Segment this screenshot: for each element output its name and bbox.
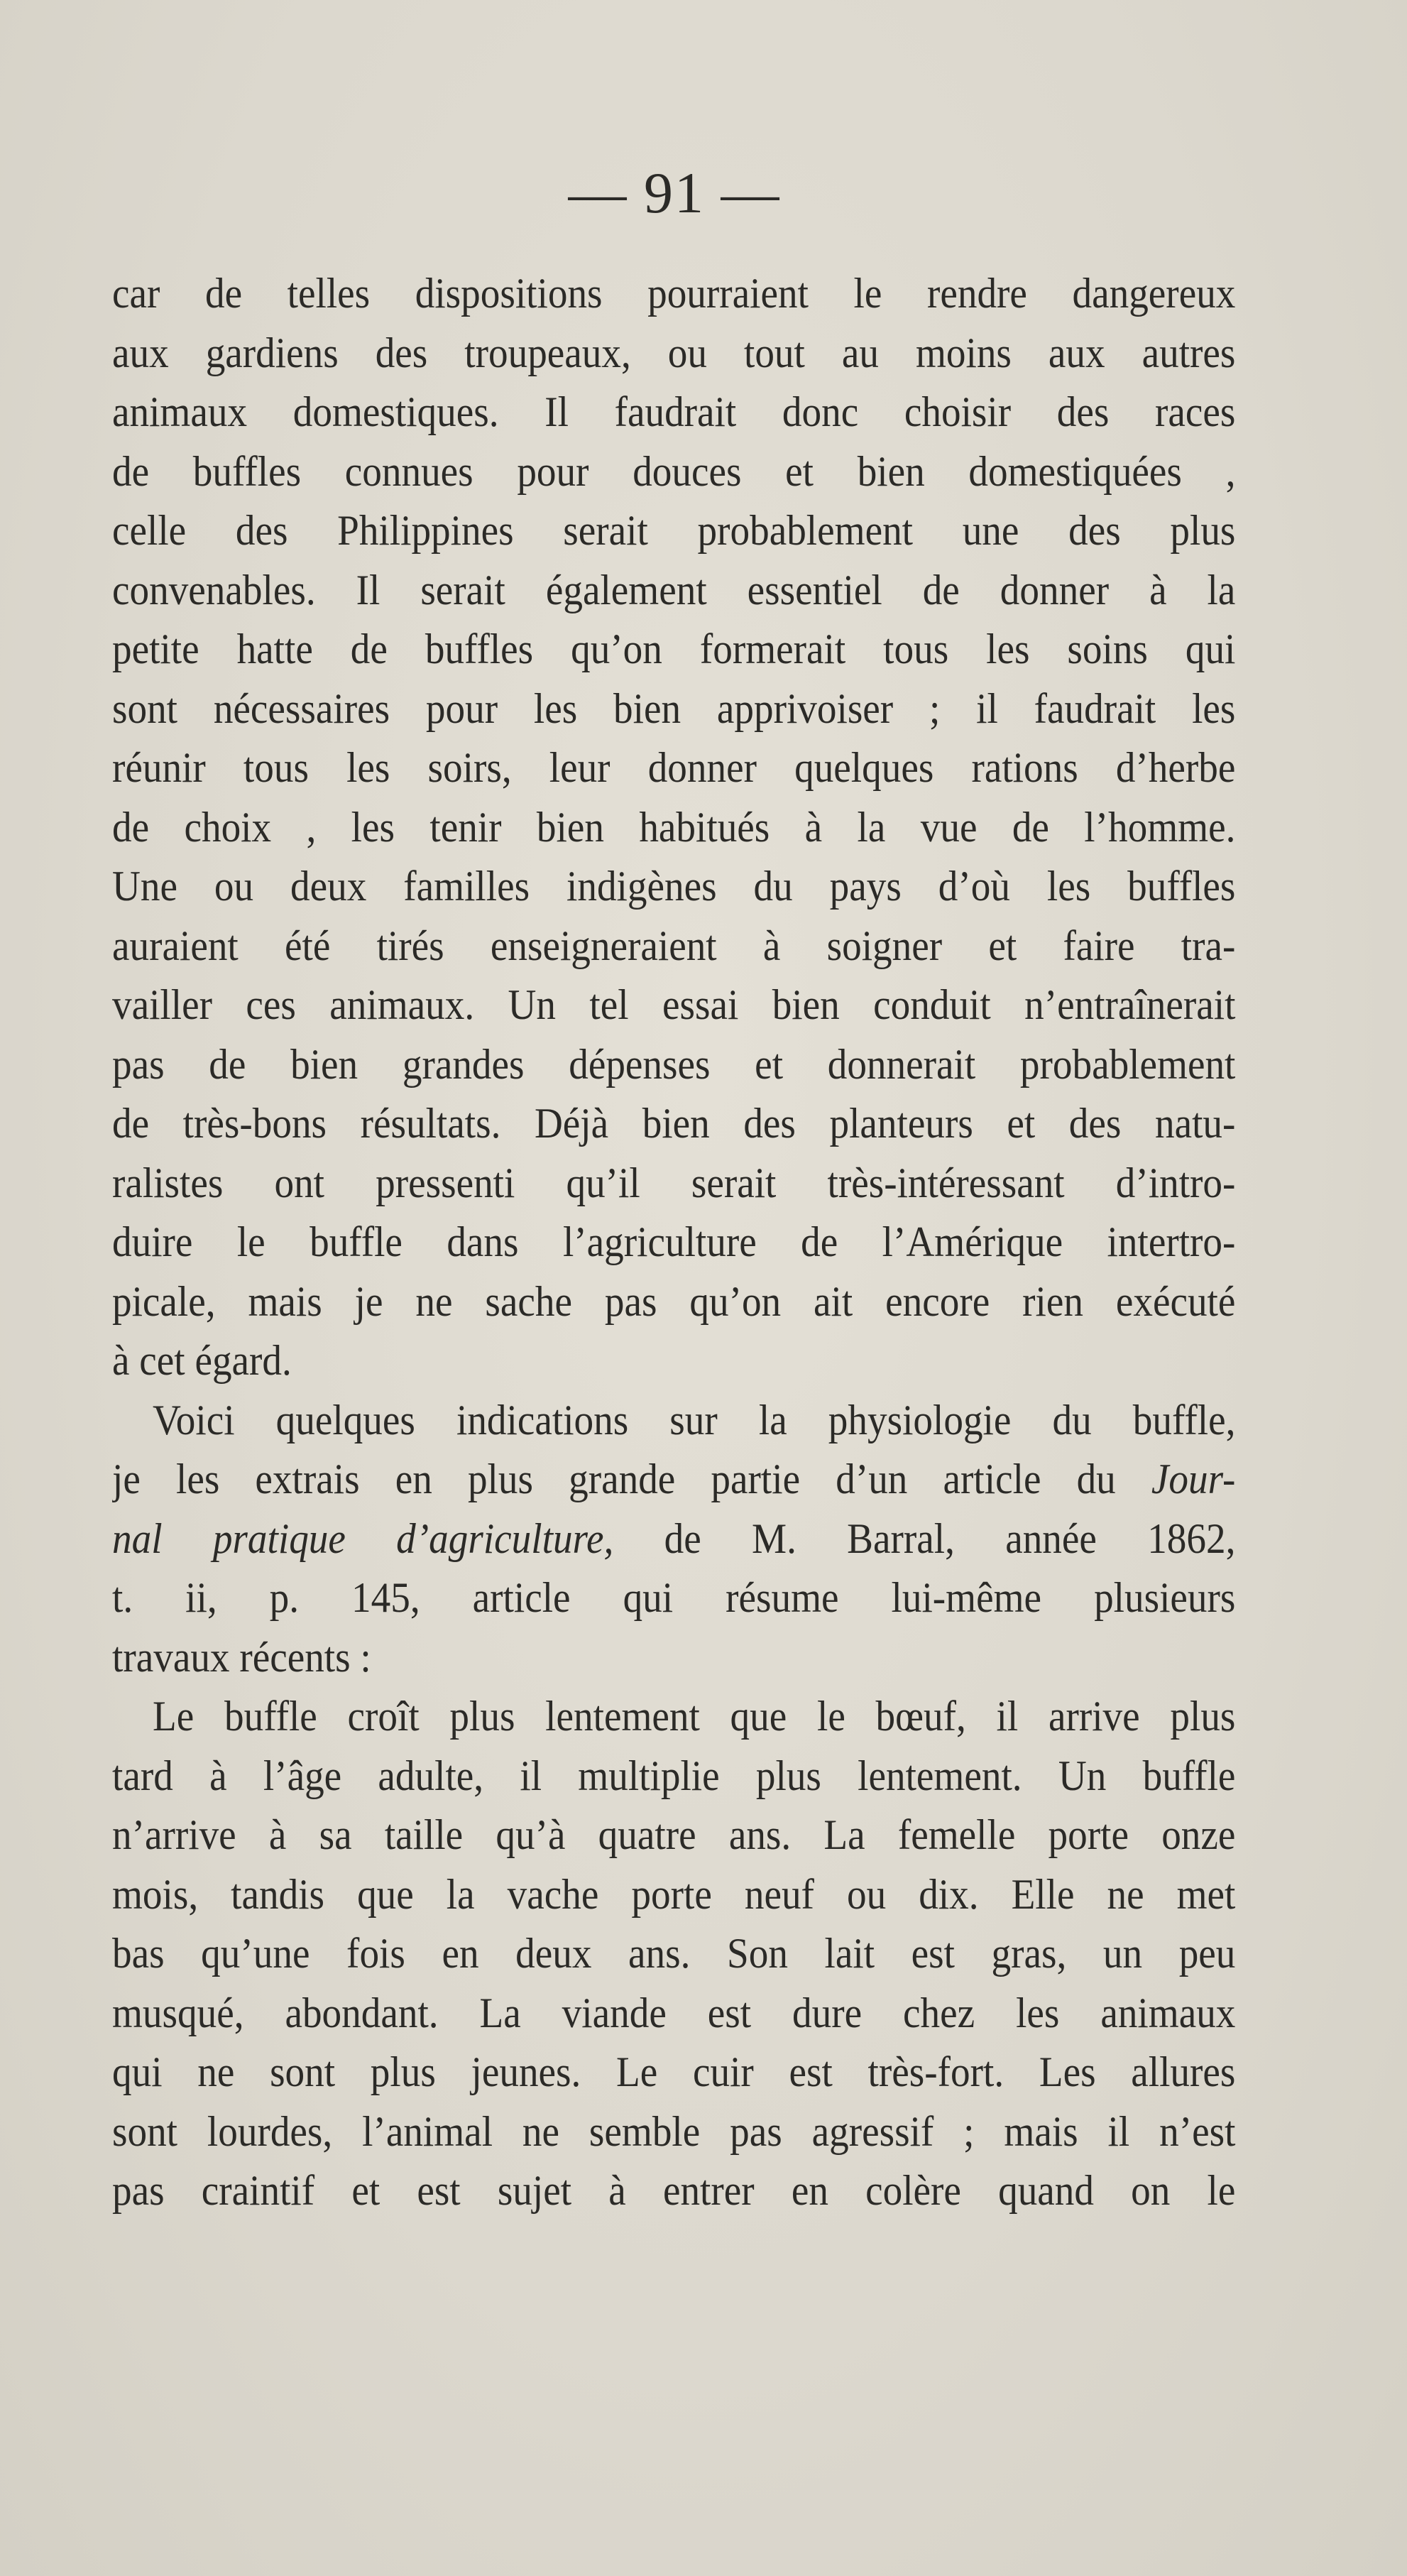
paragraph-2: [112, 1391, 1235, 1688]
text-line: ralistes ont pressenti qu’il serait très-intéressant d’intro-: [112, 1159, 1236, 1206]
text-line: petite hatte de buffles qu’on formerait tous les soins qui: [112, 626, 1236, 672]
text-line: [112, 1510, 1235, 1569]
text-segment: je les extrais en plus grande partie d’un article du: [112, 1456, 1151, 1502]
text-line: celle des Philippines serait probablement une des plus: [112, 507, 1236, 554]
text-line: car de telles dispositions pourraient le rendre dangereux: [112, 270, 1236, 317]
text-line: pas de bien grandes dépenses et donnerait probablement: [112, 1040, 1236, 1088]
text-line: convenables. Il serait également essentiel de donner à la: [112, 566, 1236, 613]
text-line: auraient été tirés enseigneraient à soigner et faire tra-: [112, 922, 1236, 969]
text-line: bas qu’une fois en deux ans. Son lait est gras, un peu: [112, 1930, 1236, 1977]
text-line: mois, tandis que la vache porte neuf ou dix. Elle ne met: [112, 1870, 1236, 1918]
text-line: Une ou deux familles indigènes du pays d’où les buffles: [112, 863, 1236, 910]
text-line: t. ii, p. 145, article qui résume lui-même plusieurs: [112, 1574, 1236, 1621]
text-line: picale, mais je ne sache pas qu’on ait encore rien exécuté: [112, 1277, 1236, 1325]
text-line: réunir tous les soirs, leur donner quelques rations d’herbe: [112, 744, 1236, 791]
text-line: de très-bons résultats. Déjà bien des planteurs et des natu-: [112, 1100, 1236, 1147]
journal-title-part: nal pratique d’agriculture,: [112, 1515, 614, 1562]
page-number: — 91 —: [568, 160, 781, 225]
text-line: [112, 1450, 1235, 1510]
text-line: à cet égard.: [112, 1337, 292, 1384]
text-line: aux gardiens des troupeaux, ou tout au moins aux autres: [112, 329, 1236, 376]
text-line: qui ne sont plus jeunes. Le cuir est très-fort. Les allures: [112, 2048, 1236, 2095]
text-line: pas craintif et est sujet à entrer en colère quand on le: [112, 2167, 1236, 2214]
paragraph-3: [112, 1687, 1235, 2221]
text-line: travaux récents :: [112, 1633, 371, 1681]
text-line: n’arrive à sa taille qu’à quatre ans. La femelle porte onze: [112, 1811, 1236, 1858]
text-line: Voici quelques indications sur la physiologie du buffle,: [153, 1396, 1236, 1443]
paragraph-1: [112, 264, 1235, 1391]
text-line: sont nécessaires pour les bien apprivoiser ; il faudrait les: [112, 684, 1236, 732]
text-line: de buffles connues pour douces et bien domestiquées ,: [112, 447, 1236, 495]
text-line: musqué, abondant. La viande est dure chez les animaux: [112, 1989, 1236, 2036]
text-line: sont lourdes, l’animal ne semble pas agressif ; mais il n’est: [112, 2107, 1236, 2155]
body-text: [112, 264, 1235, 2221]
text-line: de choix , les tenir bien habitués à la vue de l’homme.: [112, 803, 1236, 851]
text-line: tard à l’âge adulte, il multiplie plus lentement. Un buffle: [112, 1752, 1236, 1799]
text-line: vailler ces animaux. Un tel essai bien conduit n’entraînerait: [112, 981, 1236, 1028]
journal-title-part: Jour-: [1151, 1456, 1236, 1502]
text-line: Le buffle croît plus lentement que le bœuf, il arrive plus: [153, 1693, 1236, 1740]
text-line: duire le buffle dans l’agriculture de l’Amérique intertro-: [112, 1218, 1236, 1265]
text-segment: de M. Barral, année 1862,: [613, 1515, 1236, 1562]
text-line: animaux domestiques. Il faudrait donc choisir des races: [112, 388, 1236, 435]
